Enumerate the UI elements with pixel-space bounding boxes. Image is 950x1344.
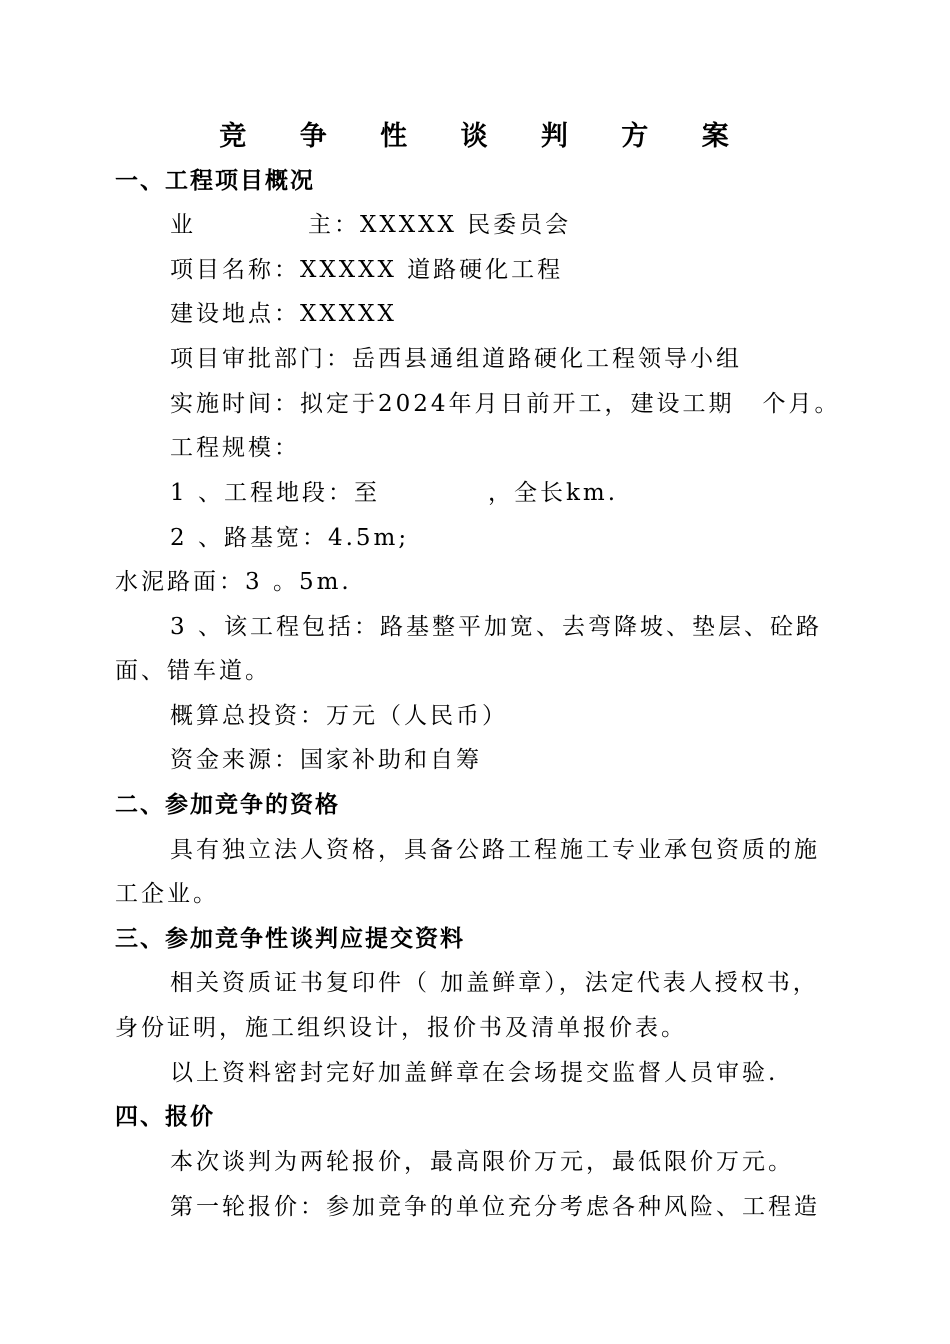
owner-value: XXXXX 民委员会: [360, 212, 572, 238]
section-heading-qualification: 二、参加竞争的资格: [115, 792, 340, 818]
materials-submission: 以上资料密封完好加盖鲜章在会场提交监督人员审验.: [170, 1060, 779, 1086]
project-name-line: 项目名称：XXXXX 道路硬化工程: [170, 257, 564, 283]
scale-item-3: 3 、该工程包括：路基整平加宽、去弯降坡、垫层、砼路: [170, 614, 822, 640]
scale-item-1-b: ，全长km.: [487, 480, 619, 506]
qualification-text-cont: 工企业。: [115, 881, 219, 907]
section-heading-overview: 一、工程项目概况: [115, 168, 315, 194]
scale-item-1-a: 1 、工程地段：至: [170, 480, 380, 506]
owner-line: [170, 210, 571, 240]
scale-line: 工程规模：: [170, 435, 300, 461]
schedule-line: [170, 389, 841, 419]
approval-line: 项目审批部门：岳西县通组道路硬化工程领导小组: [170, 346, 742, 372]
funds-line: 资金来源：国家补助和自筹: [170, 747, 482, 773]
scale-item-1: [170, 478, 618, 508]
section-heading-materials: 三、参加竞争性谈判应提交资料: [115, 926, 465, 952]
site-line: 建设地点：XXXXX: [170, 301, 397, 327]
scale-item-2-cont: 水泥路面：3 。5m.: [115, 569, 352, 595]
materials-text-cont: 身份证明，施工组织设计，报价书及清单报价表。: [115, 1015, 687, 1041]
scale-item-2: 2 、路基宽：4.5m;: [170, 525, 410, 551]
owner-label-b: 主：: [308, 212, 360, 238]
section-heading-quotation: 四、报价: [115, 1104, 215, 1130]
investment-line: 概算总投资：万元（人民币）: [170, 703, 508, 729]
schedule-months: 个月。: [762, 391, 841, 417]
qualification-text: 具有独立法人资格，具备公路工程施工专业承包资质的施: [170, 837, 820, 863]
owner-label-a: 业: [170, 212, 196, 238]
quotation-first-round: 第一轮报价：参加竞争的单位充分考虑各种风险、工程造: [170, 1194, 820, 1220]
scale-item-3-cont: 面、错车道。: [115, 658, 271, 684]
schedule-text: 实施时间：拟定于2024年月日前开工，建设工期: [170, 391, 735, 417]
document-title: 竞 争 性 谈 判 方 案: [219, 121, 751, 152]
materials-text: 相关资质证书复印件（ 加盖鲜章），法定代表人授权书，: [170, 970, 819, 996]
quotation-rounds: 本次谈判为两轮报价，最高限价万元，最低限价万元。: [170, 1149, 794, 1175]
